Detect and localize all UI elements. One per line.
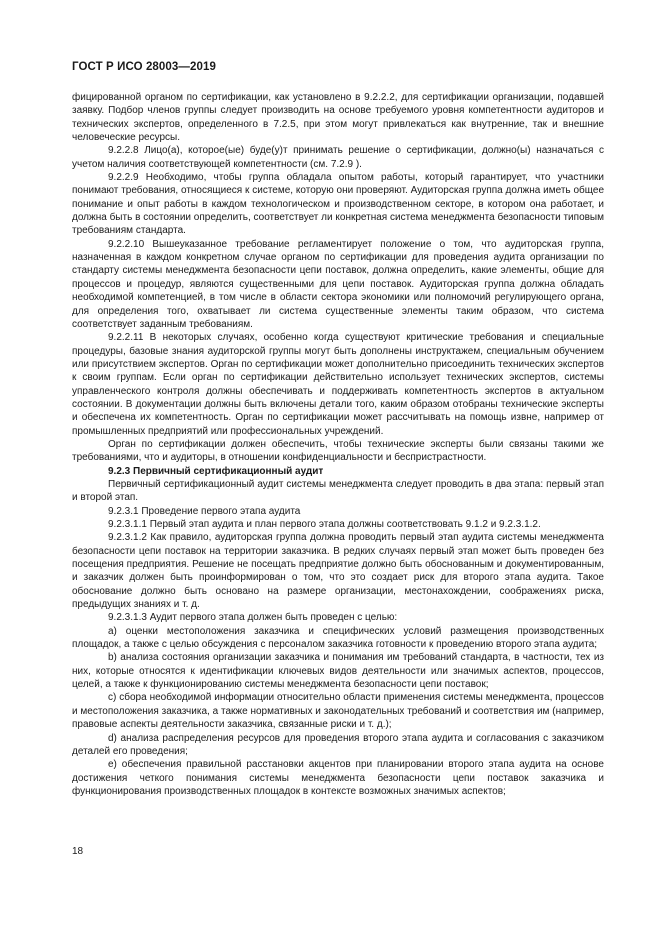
paragraph: 9.2.3.1.3 Аудит первого этапа должен быть проведен с целью: xyxy=(108,612,398,624)
paragraph: d) анализа распределения ресурсов для проведения второго этапа аудита и согласования с заказчиком деталей его проведения; xyxy=(72,732,604,757)
paragraph: e) обеспечения правильной расстановки акцентов при планировании второго этапа аудита на основе достижения четкого понимания системы менеджмента безопасности цепи поставок заказчика и функционирования производственных площадок в контексте возможных значимых аспектов; xyxy=(72,759,604,797)
paragraph: 9.2.2.8 Лицо(а), которое(ые) буде(у)т принимать решение о сертификации, должно(ы) назначаться с учетом наличия соответствующей компетентности (см. 7.2.9 ). xyxy=(72,145,604,170)
paragraph: 9.2.3.1 Проведение первого этапа аудита xyxy=(108,505,301,517)
paragraph: c) сбора необходимой информации относительно области применения системы менеджмента, процессов и местоположения заказчика, а также нормативных и законодательных требований и соответствия им (например, правовые аспекты деятельности заказчика, связанные риски и т. д.); xyxy=(72,692,604,731)
paragraph: 9.2.2.9 Необходимо, чтобы группа обладала опытом работы, который гарантирует, что участники понимают требования, относящиеся к системе, которую они проверяют. Аудиторская группа должна иметь общее понимание и опыт работы в каждом технологическом и производственном секторе, в котором она работает, и должна быть в состоянии определить, соответствует ли конкретная система менеджмента безопасности типовым требованиям стандарта. xyxy=(72,172,604,237)
standard-header: ГОСТ Р ИСО 28003—2019 xyxy=(72,61,217,73)
paragraph: Первичный сертификационный аудит системы менеджмента следует проводить в два этапа: первый этап и второй этап. xyxy=(72,478,604,504)
page-number: 18 xyxy=(72,846,84,857)
paragraph: фицированной органом по сертификации, как установлено в 9.2.2.2, для сертификации организации, подавшей заявку. Подбор членов группы следует производить на основе требуемого уровня компетентности аудиторов и технических экспертов, определенного в 7.2.5, при этом могут привлекаться как внутренние, так и внешние человеческие ресурсы. xyxy=(72,92,604,144)
paragraph: Орган по сертификации должен обеспечить, чтобы технические эксперты были связаны такими же требованиями, что и аудиторы, в отношении конфиденциальности и беспристрастности. xyxy=(72,438,604,464)
paragraph: 9.2.3.1.1 Первый этап аудита и план первого этапа должны соответствовать 9.1.2 и 9.2.3.1.2. xyxy=(108,519,541,530)
section-heading: 9.2.3 Первичный сертификационный аудит xyxy=(108,465,324,477)
paragraph: a) оценки местоположения заказчика и специфических условий размещения производственных площадок, а также с целью обсуждения с персоналом заказчика готовности к проведению второго этапа аудита; xyxy=(72,625,604,651)
paragraph: 9.2.2.11 В некоторых случаях, особенно когда существуют критические требования и специальные процедуры, базовые знания аудиторской группы могут быть дополнены инструктажем, специальным обучением или присутствием экспертов. Орган по сертификации может дополнительно присоединить технических экспертов к своим группам. Если орган по сертификации действительно использует технических экспертов, системы управленческого контроля должны обеспечивать и поддерживать компетентность экспертов в актуальном состоянии. В документации должны быть включены детали того, каким образом отобраны технические эксперты и обеспечена их компетентность. Орган по сертификации может рассчитывать на помощь извне, например от промышленных предприятий или профессиональных учреждений. xyxy=(72,332,604,437)
paragraph: b) анализа состояния организации заказчика и понимания им требований стандарта, в частности, тех из них, которые относятся к идентификации ключевых видов деятельности или значимых аспектов, процессов, целей, а также к функционированию системы менеджмента безопасности цепи поставок; xyxy=(72,652,604,691)
paragraph: 9.2.3.1.2 Как правило, аудиторская группа должна проводить первый этап аудита системы менеджмента безопасности цепи поставок на территории заказчика. В редких случаях первый этап может быть проведен без посещения предприятия. Решение не посещать предприятие должно быть обоснованным и документированным, и заказчик должен быть проинформирован о том, что это создает риск для второго этапа аудита. Такое обоснование должно быть основано на размере организации, местонахождении, соображениях риска, предыдущих знаниях и т. д. xyxy=(72,532,604,611)
document-body xyxy=(72,91,604,798)
paragraph: 9.2.2.10 Вышеуказанное требование регламентирует положение о том, что аудиторская группа, назначенная в каждом конкретном случае органом по сертификации для проведения аудита организации по стандарту системы менеджмента безопасности цепи поставок, должна определить, какие элементы, общие для процессов и процедур, являются существенными для цепи поставок. Аудиторская группа должна обладать необходимой компетенцией, в том числе в области сектора экономики или полномочий регулирующего органа, для определения того, охватывает ли система существенные элементы таким образом, что система соответствует заданным требованиям. xyxy=(72,238,604,330)
